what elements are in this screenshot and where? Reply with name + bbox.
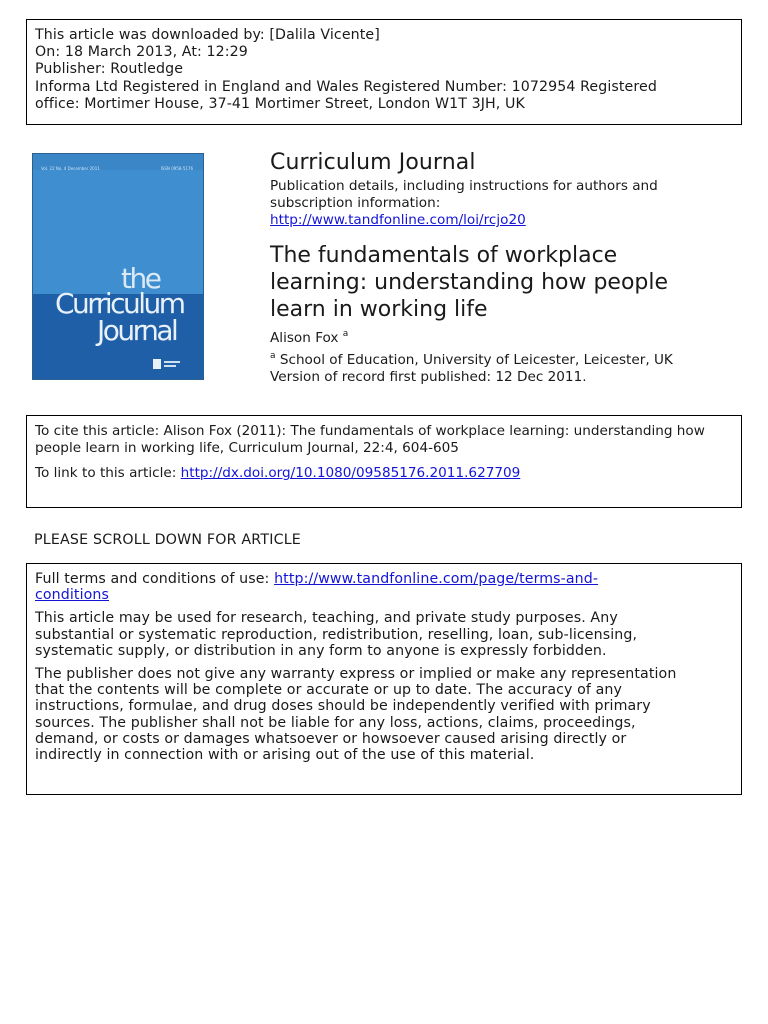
- version-of-record: Version of record first published: 12 Dec 2011.: [270, 369, 587, 385]
- publisher-logo-icon: [153, 359, 181, 369]
- terms-line: that the contents will be complete or accurate or up to date. The accuracy of any: [35, 682, 623, 699]
- publication-details-line: Publication details, including instructions for authors and: [270, 178, 658, 194]
- terms-url-link[interactable]: http://www.tandfonline.com/page/terms-and-: [274, 571, 599, 587]
- scroll-notice: PLEASE SCROLL DOWN FOR ARTICLE: [34, 532, 301, 548]
- download-info-line: Informa Ltd Registered in England and Wales Registered Number: 1072954 Registered: [35, 78, 657, 95]
- terms-box: [26, 563, 742, 795]
- citation-box: [26, 415, 742, 508]
- article-title-line: learning: understanding how people: [270, 270, 669, 295]
- terms-line: This article may be used for research, teaching, and private study purposes. Any: [35, 610, 618, 627]
- journal-cover-image: [32, 153, 204, 380]
- terms-line: indirectly in connection with or arising out of the use of this material.: [35, 747, 535, 764]
- terms-url-link-continued[interactable]: conditions: [35, 587, 109, 604]
- article-title-line: The fundamentals of workplace: [270, 243, 618, 268]
- terms-intro-line: [35, 571, 741, 587]
- article-title: [270, 242, 740, 323]
- author-line: [270, 330, 348, 347]
- download-info-line: On: 18 March 2013, At: 12:29: [35, 44, 248, 61]
- terms-line: demand, or costs or damages whatsoever or howsoever caused arising directly or: [35, 730, 627, 747]
- cover-issn-text: ISSN 0958-5176: [160, 166, 193, 171]
- article-link-label: To link to this article:: [35, 465, 181, 481]
- cover-word-the: the: [121, 262, 160, 295]
- terms-disclaimer-paragraph: [35, 666, 741, 763]
- article-title-line: learn in working life: [270, 297, 488, 322]
- article-link-line: [35, 465, 741, 482]
- citation-line: To cite this article: Alison Fox (2011): The fundamentals of workplace learning: understanding how: [35, 423, 705, 439]
- affiliation-text: School of Education, University of Leicester, Leicester, UK: [275, 352, 673, 368]
- journal-title: Curriculum Journal: [270, 150, 476, 175]
- author-name: Alison Fox: [270, 330, 339, 346]
- download-info-line: office: Mortimer House, 37-41 Mortimer Street, London W1T 3JH, UK: [35, 95, 525, 112]
- terms-line: systematic supply, or distribution in any form to anyone is expressly forbidden.: [35, 642, 607, 659]
- download-info-line: This article was downloaded by: [Dalila Vicente]: [35, 27, 380, 43]
- terms-usage-paragraph: [35, 610, 741, 659]
- publication-details-line: subscription information:: [270, 195, 441, 211]
- download-info-box: [26, 19, 742, 125]
- author-affiliation-marker: a: [342, 329, 349, 339]
- journal-url-link[interactable]: http://www.tandfonline.com/loi/rcjo20: [270, 212, 526, 228]
- cover-word-curriculum: Curriculum: [55, 287, 184, 320]
- terms-intro: Full terms and conditions of use:: [35, 571, 275, 587]
- terms-line: substantial or systematic reproduction, redistribution, reselling, loan, sub-licensing,: [35, 626, 638, 643]
- cover-volume-text: Vol. 22 No. 4 December 2011: [41, 166, 100, 171]
- affiliation-block: [270, 352, 673, 386]
- terms-line: instructions, formulae, and drug doses should be independently verified with primary: [35, 698, 651, 715]
- doi-link[interactable]: http://dx.doi.org/10.1080/09585176.2011.627709: [180, 465, 521, 481]
- citation-line: people learn in working life, Curriculum Journal, 22:4, 604-605: [35, 440, 459, 456]
- publication-details: [270, 178, 658, 229]
- terms-line: sources. The publisher shall not be liable for any loss, actions, claims, proceedings,: [35, 714, 636, 731]
- terms-line: The publisher does not give any warranty express or implied or make any representation: [35, 666, 677, 683]
- download-info-line: Publisher: Routledge: [35, 61, 184, 78]
- cover-word-journal: Journal: [97, 314, 177, 347]
- affiliation-marker: a: [270, 351, 276, 361]
